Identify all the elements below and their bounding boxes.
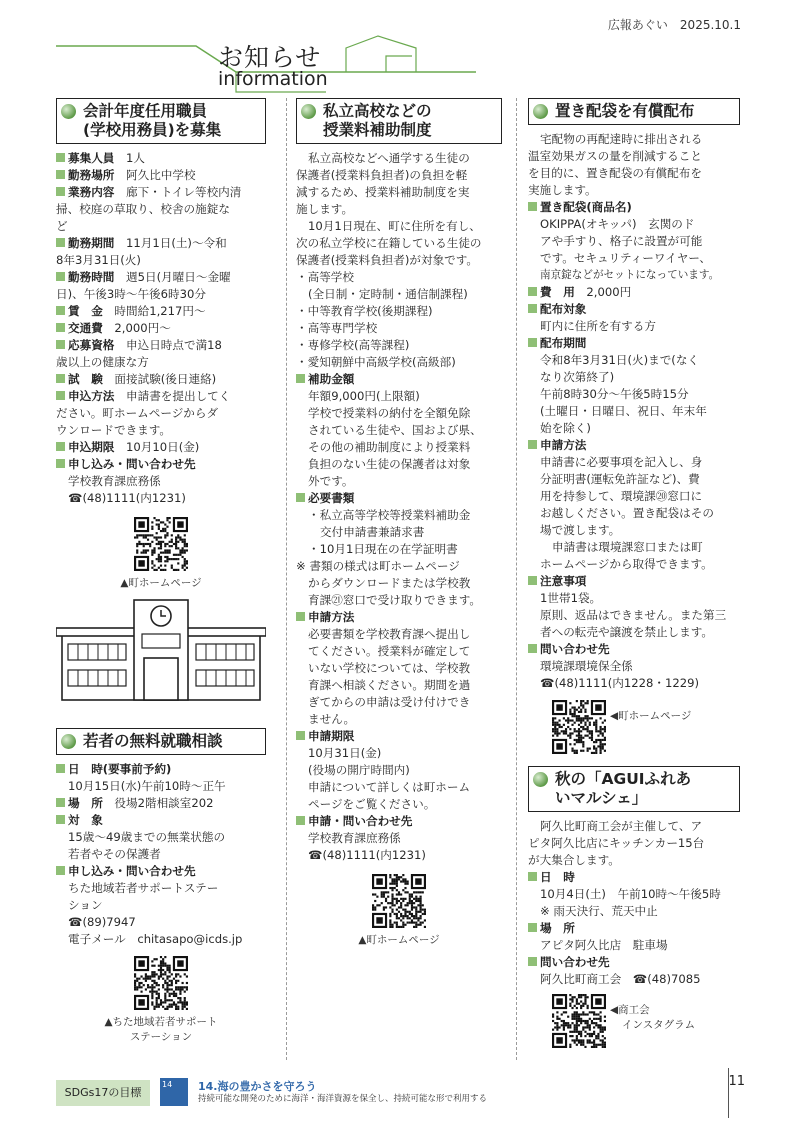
bullet-icon (533, 104, 548, 119)
text-line: 15歳～49歳までの無業状態の (68, 830, 226, 844)
text-line: アや手すり、格子に設置が可能 (540, 234, 703, 248)
qr-code-icon[interactable] (134, 956, 188, 1010)
qr-caption: ステーション (129, 1031, 193, 1043)
info-row: 補助金額 (296, 371, 502, 388)
text-line: アピタ阿久比店 駐車場 (540, 938, 668, 952)
youth-job-body (56, 761, 266, 948)
info-row: 必要書類 (296, 490, 502, 507)
delivery-bag-body (528, 131, 740, 692)
section-title-line: 私立高校などの (323, 102, 432, 120)
info-row: 業務内容 廊下・トイレ等校内清 (56, 184, 266, 201)
section-header-marche (528, 766, 740, 812)
info-row: 試 験 面接試験(後日連絡) (56, 371, 266, 388)
qr-caption: ▲ちた地域若者サポート (104, 1016, 218, 1028)
section-header-delivery-bag (528, 98, 740, 125)
section-header-youth-job (56, 728, 266, 755)
qr-caption: ▲町ホームページ (120, 577, 202, 589)
list-item: ・高等専門学校 (296, 321, 378, 335)
text-line: 場で渡します。 (540, 523, 621, 537)
phone-number: ☎(48)1111(内1231) (68, 491, 186, 505)
text-line: いない学校については、学校教 (308, 661, 471, 675)
tuition-body (296, 150, 502, 864)
list-item: (全日制・定時制・通信制課程) (308, 287, 468, 301)
section-header-tuition (296, 98, 502, 144)
section-title-line: 秋の「AGUIふれあ (555, 770, 692, 788)
text-line: 掃、校庭の草取り、校舎の施錠な (56, 202, 230, 216)
text-line: お越しください。置き配袋はその (540, 506, 714, 520)
text-line: 10月15日(水)午前10時～正午 (68, 779, 226, 793)
text-line: 育課へ相談ください。期間を過 (308, 678, 471, 692)
info-row: 申請・問い合わせ先 (296, 813, 502, 830)
info-row: 募集人員 1人 (56, 150, 266, 167)
text-line: 南京錠などがセットになっています。 (540, 269, 720, 281)
phone-number: 阿久比町商工会 ☎(48)7085 (540, 972, 701, 986)
qr-code-icon[interactable] (372, 874, 426, 928)
text-line: ピタ阿久比店にキッチンカー15台 (528, 836, 705, 850)
phone-number: ☎(48)1111(内1228・1229) (540, 676, 699, 690)
info-row: 申込期限 10月10日(金) (56, 439, 266, 456)
info-row: 配布対象 (528, 301, 740, 318)
info-row: 場 所 (528, 920, 740, 937)
qr-caption: ◀商工会 (610, 1004, 650, 1016)
info-row: 日 時(要事前予約) (56, 761, 266, 778)
text-line: 実施します。 (528, 183, 597, 197)
sdgs-label: SDGs17の目標 (56, 1080, 150, 1106)
text-line: その他の補助制度により授業料 (308, 440, 471, 454)
qr-code-icon[interactable] (552, 994, 606, 1048)
text-line: 年額9,000円(上限額) (308, 389, 420, 403)
text-line: 町内に住所を有する方 (540, 319, 656, 333)
info-row: 費 用 2,000円 (528, 284, 740, 301)
text-line: 10月1日現在、町に住所を有し、 (308, 219, 481, 233)
column-divider (516, 98, 517, 1060)
note-line: 育課㉑窓口で受け取りできます。 (308, 593, 481, 607)
list-item: ・愛知朝鮮中高級学校(高級部) (296, 355, 456, 369)
list-item: 交付申請書兼請求書 (320, 525, 425, 539)
section-title-line: (学校用務員)を募集 (83, 121, 222, 139)
text-line: 阿久比町商工会が主催して、ア (540, 819, 703, 833)
text-line: 温室効果ガスの量を削減すること (528, 149, 702, 163)
text-line: されている生徒や、国および県、 (308, 423, 482, 437)
page-subtitle: information (218, 68, 328, 90)
bullet-icon (301, 104, 316, 119)
footer (56, 1076, 733, 1110)
text-line: 必要書類を学校教育課へ提出し (308, 627, 471, 641)
text-line: 申請書は環境課窓口または町 (552, 540, 703, 554)
info-row: 注意事項 (528, 573, 740, 590)
qr-block (56, 517, 266, 590)
text-line: です。セキュリティーワイヤー、 (540, 251, 712, 265)
info-row: 申請方法 (296, 609, 502, 626)
qr-code-icon[interactable] (134, 517, 188, 571)
sdg-14-icon: 14 (160, 1078, 188, 1106)
section-title-line: いマルシェ」 (555, 789, 648, 807)
school-building-illustration (56, 596, 266, 702)
text-line: ぎてからの申請は受け付けでき (308, 695, 471, 709)
text-line: てください。授業料が確定して (308, 644, 471, 658)
list-item: ・高等学校 (296, 270, 354, 284)
text-line: ださい。町ホームページからダ (56, 406, 219, 420)
text-line: 学校教育課庶務係 (308, 831, 401, 845)
info-row: 勤務時間 週5日(月曜日～金曜 (56, 269, 266, 286)
info-row: 賃 金 時間給1,217円～ (56, 303, 266, 320)
qr-block (296, 874, 502, 947)
phone-number: ☎(89)7947 (68, 915, 136, 929)
section-title-line: 若者の無料就職相談 (83, 732, 223, 750)
info-row: 申し込み・問い合わせ先 (56, 863, 266, 880)
note-line: からダウンロードまたは学校教 (308, 576, 471, 590)
text-line: 10月31日(金) (308, 746, 382, 760)
text-line: 午前8時30分～午後5時15分 (540, 387, 689, 401)
text-line: 歳以上の健康な方 (56, 355, 149, 369)
info-row: 応募資格 申込日時点で満18 (56, 337, 266, 354)
text-line: ※ 雨天決行、荒天中止 (540, 904, 658, 918)
list-item: ・10月1日現在の在学証明書 (308, 542, 458, 556)
text-line: 環境課環境保全係 (540, 659, 633, 673)
page-title: お知らせ (218, 43, 322, 72)
text-line: ホームページから取得できます。 (540, 557, 713, 571)
issue-date: 広報あぐい 2025.10.1 (607, 18, 741, 32)
text-line: ション (68, 898, 103, 912)
column-2 (296, 98, 502, 947)
qr-block (56, 956, 266, 1044)
text-line: 令和8年3月31日(火)まで(なく (540, 353, 700, 367)
text-line: 私立高校などへ通学する生徒の (308, 151, 470, 165)
text-line: ど (56, 219, 68, 233)
text-line: ページをご覧ください。 (308, 797, 436, 811)
text-line: (役場の開庁時間内) (308, 763, 410, 777)
text-line: 者への転売や譲渡を禁止します。 (540, 625, 713, 639)
qr-caption: ◀町ホームページ (610, 710, 692, 722)
text-line: 学校で授業料の納付を全額免除 (308, 406, 471, 420)
phone-number: ☎(48)1111(内1231) (308, 848, 426, 862)
text-line: ません。 (308, 712, 356, 726)
qr-block (552, 700, 740, 754)
column-1 (56, 98, 266, 1044)
text-line: 保護者(授業料負担者)が対象です。 (296, 253, 479, 267)
column-3 (528, 98, 740, 1048)
qr-code-icon[interactable] (552, 700, 606, 754)
text-line: が大集合します。 (528, 853, 620, 867)
section-header-recruit (56, 98, 266, 144)
list-item: ・専修学校(高等課程) (296, 338, 410, 352)
text-line: 用を持参して、環境課⑳窓口に (540, 489, 703, 503)
section-title-line: 置き配袋を有償配布 (555, 102, 695, 120)
text-line: 申請について詳しくは町ホーム (308, 780, 471, 794)
text-line: なり次第終了) (540, 370, 615, 384)
bullet-icon (533, 772, 548, 787)
text-line: ウンロードできます。 (56, 423, 172, 437)
text-line: 保護者(授業料負担者)の負担を軽 (296, 168, 468, 182)
page-number: 11 (728, 1074, 745, 1089)
text-line: 申請書に必要事項を記入し、身 (540, 455, 703, 469)
list-item: ・中等教育学校(後期課程) (296, 304, 433, 318)
text-line: 若者やその保護者 (68, 847, 161, 861)
bullet-icon (61, 734, 76, 749)
text-line: 外です。 (308, 474, 354, 488)
info-row: 問い合わせ先 (528, 641, 740, 658)
text-line: 1世帯1袋。 (540, 591, 602, 605)
info-row: 申込方法 申請書を提出してく (56, 388, 266, 405)
info-row: 勤務期間 11月1日(土)～令和 (56, 235, 266, 252)
info-row: 申請期限 (296, 728, 502, 745)
column-divider (286, 98, 287, 1060)
text-line: 分証明書(運転免許証など)、費 (540, 472, 700, 486)
info-row: 配布期間 (528, 335, 740, 352)
sdg-goal-description: 持続可能な開発のために海洋・海洋資源を保全し、持続可能な形で利用する (198, 1094, 488, 1104)
qr-caption: インスタグラム (622, 1019, 696, 1031)
info-row: 置き配袋(商品名) (528, 199, 740, 216)
text-line: OKIPPA(オキッパ) 玄関のド (540, 217, 695, 231)
text-line: を目的に、置き配袋の有償配布を (528, 166, 702, 180)
text-line: 8年3月31日(火) (56, 253, 141, 267)
section-title-line: 授業料補助制度 (323, 121, 432, 139)
text-line: 学校教育課庶務係 (68, 474, 161, 488)
text-line: (土曜日・日曜日、祝日、年末年 (540, 404, 707, 418)
text-line: 次の私立学校に在籍している生徒の (296, 236, 482, 250)
info-row: 日 時 (528, 869, 740, 886)
section-title-line: 会計年度任用職員 (83, 102, 208, 120)
info-row: 問い合わせ先 (528, 954, 740, 971)
qr-block (552, 994, 740, 1048)
text-line: 宅配物の再配達時に排出される (540, 132, 703, 146)
marche-body (528, 818, 740, 988)
email-address[interactable]: 電子メール chitasapo@icds.jp (68, 932, 243, 946)
text-line: 施します。 (296, 202, 354, 216)
note-line: ※ 書類の様式は町ホームページ (296, 559, 460, 573)
recruit-body (56, 150, 266, 507)
text-line: 負担のない生徒の保護者は対象 (308, 457, 471, 471)
qr-caption: ▲町ホームページ (358, 934, 440, 946)
text-line: ちた地域若者サポートステー (68, 881, 219, 895)
text-line: 減するため、授業料補助制度を実 (296, 185, 470, 199)
info-row: 対 象 (56, 812, 266, 829)
text-line: 原則、返品はできません。また第三 (540, 608, 727, 622)
bullet-icon (61, 104, 76, 119)
list-item: ・私立高等学校等授業料補助金 (308, 508, 471, 522)
info-row: 交通費 2,000円～ (56, 320, 266, 337)
sdg-goal-title: 14.海の豊かさを守ろう (198, 1080, 317, 1093)
info-row: 申請方法 (528, 437, 740, 454)
text-line: 日)、午後3時～午後6時30分 (56, 287, 206, 301)
info-row: 勤務場所 阿久比中学校 (56, 167, 266, 184)
text-line: 始を除く) (540, 421, 591, 435)
info-row: 場 所 役場2階相談室202 (56, 795, 266, 812)
text-line: 10月4日(土) 午前10時～午後5時 (540, 887, 721, 901)
info-row: 申し込み・問い合わせ先 (56, 456, 266, 473)
